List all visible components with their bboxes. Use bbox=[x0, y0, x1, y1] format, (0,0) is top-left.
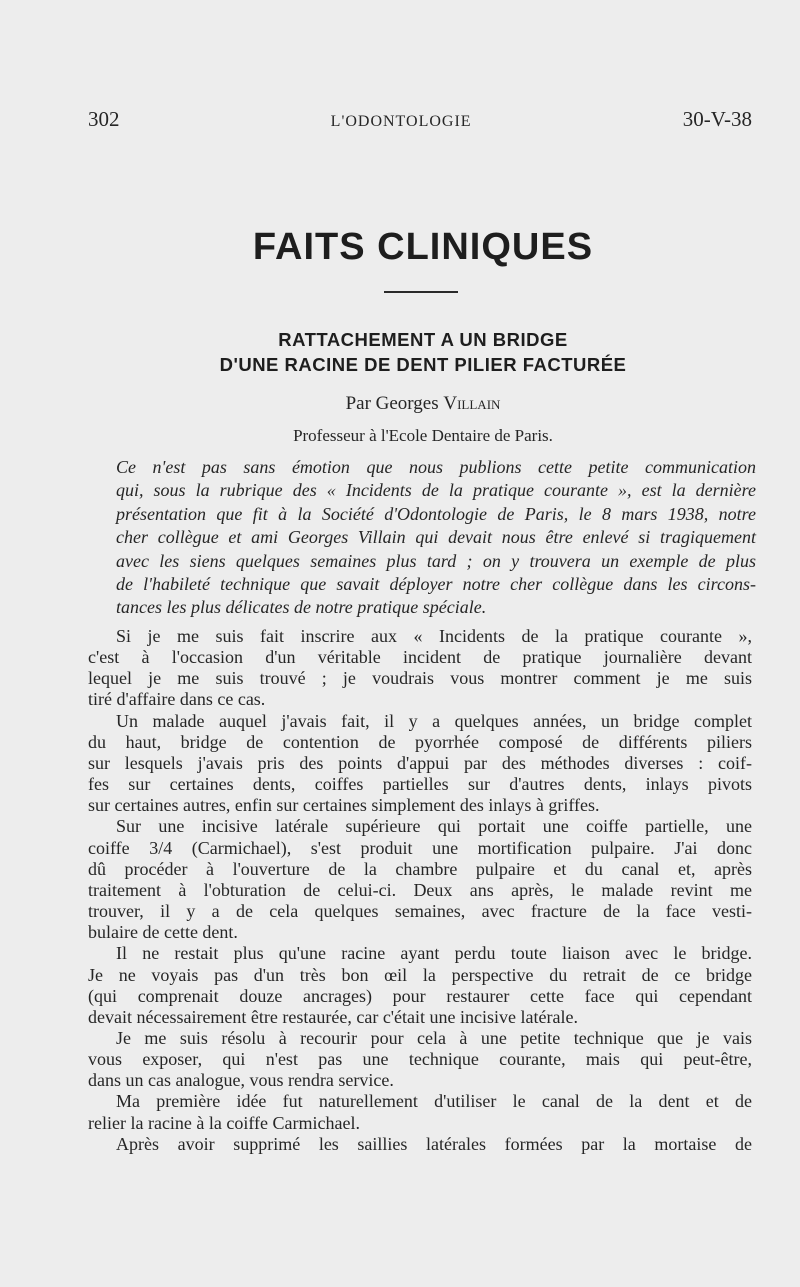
intro-line: tances les plus délicates de notre pratique spéciale. bbox=[116, 597, 487, 618]
article-body bbox=[88, 626, 752, 1155]
body-line: Un malade auquel j'avais fait, il y a quelques années, un bridge complet bbox=[116, 710, 752, 731]
title-divider bbox=[384, 291, 458, 293]
issue-date: 30-V-38 bbox=[682, 107, 752, 131]
body-line: Je ne voyais pas d'un très bon œil la perspective du retrait de ce bridge bbox=[88, 964, 752, 985]
intro-line: avec les siens quelques semaines plus tard ; on y trouvera un exemple de plus bbox=[116, 550, 756, 571]
body-line: Je me suis résolu à recourir pour cela à une petite technique que je vais bbox=[116, 1027, 752, 1048]
page-number: 302 bbox=[88, 107, 120, 131]
body-line: c'est à l'occasion d'un véritable incident de pratique journalière devant bbox=[88, 647, 752, 668]
body-line: Après avoir supprimé les saillies latérales formées par la mortaise de bbox=[116, 1133, 752, 1154]
body-line: Ma première idée fut naturellement d'utiliser le canal de la dent et de bbox=[116, 1091, 752, 1112]
body-line: fes sur certaines dents, coiffes partielles sur d'autres dents, inlays pivots bbox=[88, 774, 752, 795]
body-line: tiré d'affaire dans ce cas. bbox=[88, 689, 266, 710]
body-line: lequel je me suis trouvé ; je voudrais vous montrer comment je me suis bbox=[88, 668, 752, 689]
body-line: trouver, il y a de cela quelques semaines, avec fracture de la face vesti- bbox=[88, 901, 752, 922]
body-line: (qui comprenait douze ancrages) pour restaurer cette face qui cependant bbox=[88, 985, 752, 1006]
body-line: devait nécessairement être restaurée, car c'était une incisive latérale. bbox=[88, 1006, 578, 1027]
body-line: Sur une incisive latérale supérieure qui portait une coiffe partielle, une bbox=[116, 816, 752, 837]
article-title-line-1: RATTACHEMENT A UN BRIDGE bbox=[278, 329, 568, 350]
author-surname: Villain bbox=[443, 393, 501, 414]
body-line: Il ne restait plus qu'une racine ayant perdu toute liaison avec le bridge. bbox=[116, 943, 752, 964]
body-line: Si je me suis fait inscrire aux « Incidents de la pratique courante », bbox=[116, 626, 752, 646]
author-affiliation: Professeur à l'Ecole Dentaire de Paris. bbox=[293, 426, 553, 445]
body-line: dû procéder à l'ouverture de la chambre pulpaire et du canal et, après bbox=[88, 858, 752, 879]
intro-line: de l'habileté technique que savait déployer notre cher collègue dans les circons- bbox=[116, 574, 756, 595]
byline-prefix: Par Georges bbox=[345, 393, 444, 414]
running-header bbox=[88, 107, 752, 132]
intro-line: Ce n'est pas sans émotion que nous publions cette petite communication bbox=[116, 457, 756, 477]
body-line: traitement à l'obturation de celui-ci. Deux ans après, le malade revint me bbox=[88, 879, 752, 900]
intro-line: qui, sous la rubrique des « Incidents de la pratique courante », est la dernière bbox=[116, 480, 756, 501]
section-title: FAITS CLINIQUES bbox=[252, 226, 594, 268]
journal-name: L'ODONTOLOGIE bbox=[330, 113, 472, 130]
body-line: vous exposer, qui n'est pas une technique courante, mais qui peut-être, bbox=[88, 1049, 752, 1070]
intro-line: cher collègue et ami Georges Villain qui devait nous être enlevé si tragiquement bbox=[116, 527, 756, 548]
article-title bbox=[90, 327, 756, 377]
byline bbox=[90, 392, 756, 416]
body-line: du haut, bridge de contention de pyorrhée composé de différents piliers bbox=[88, 731, 752, 752]
intro-line: présentation que fit à la Société d'Odontologie de Paris, le 8 mars 1938, notre bbox=[116, 503, 756, 524]
article-title-line-2: D'UNE RACINE DE DENT PILIER FACTURÉE bbox=[219, 354, 627, 375]
body-line: dans un cas analogue, vous rendra service. bbox=[88, 1070, 394, 1091]
body-line: sur lesquels j'avais pris des points d'appui par des méthodes diverses : coif- bbox=[88, 752, 752, 773]
body-line: sur certaines autres, enfin sur certaines simplement des inlays à griffes. bbox=[88, 795, 600, 816]
body-line: coiffe 3/4 (Carmichael), s'est produit une mortification pulpaire. J'ai donc bbox=[88, 837, 752, 858]
editorial-intro bbox=[116, 456, 756, 620]
body-line: bulaire de cette dent. bbox=[88, 922, 238, 943]
body-line: relier la racine à la coiffe Carmichael. bbox=[88, 1112, 361, 1133]
